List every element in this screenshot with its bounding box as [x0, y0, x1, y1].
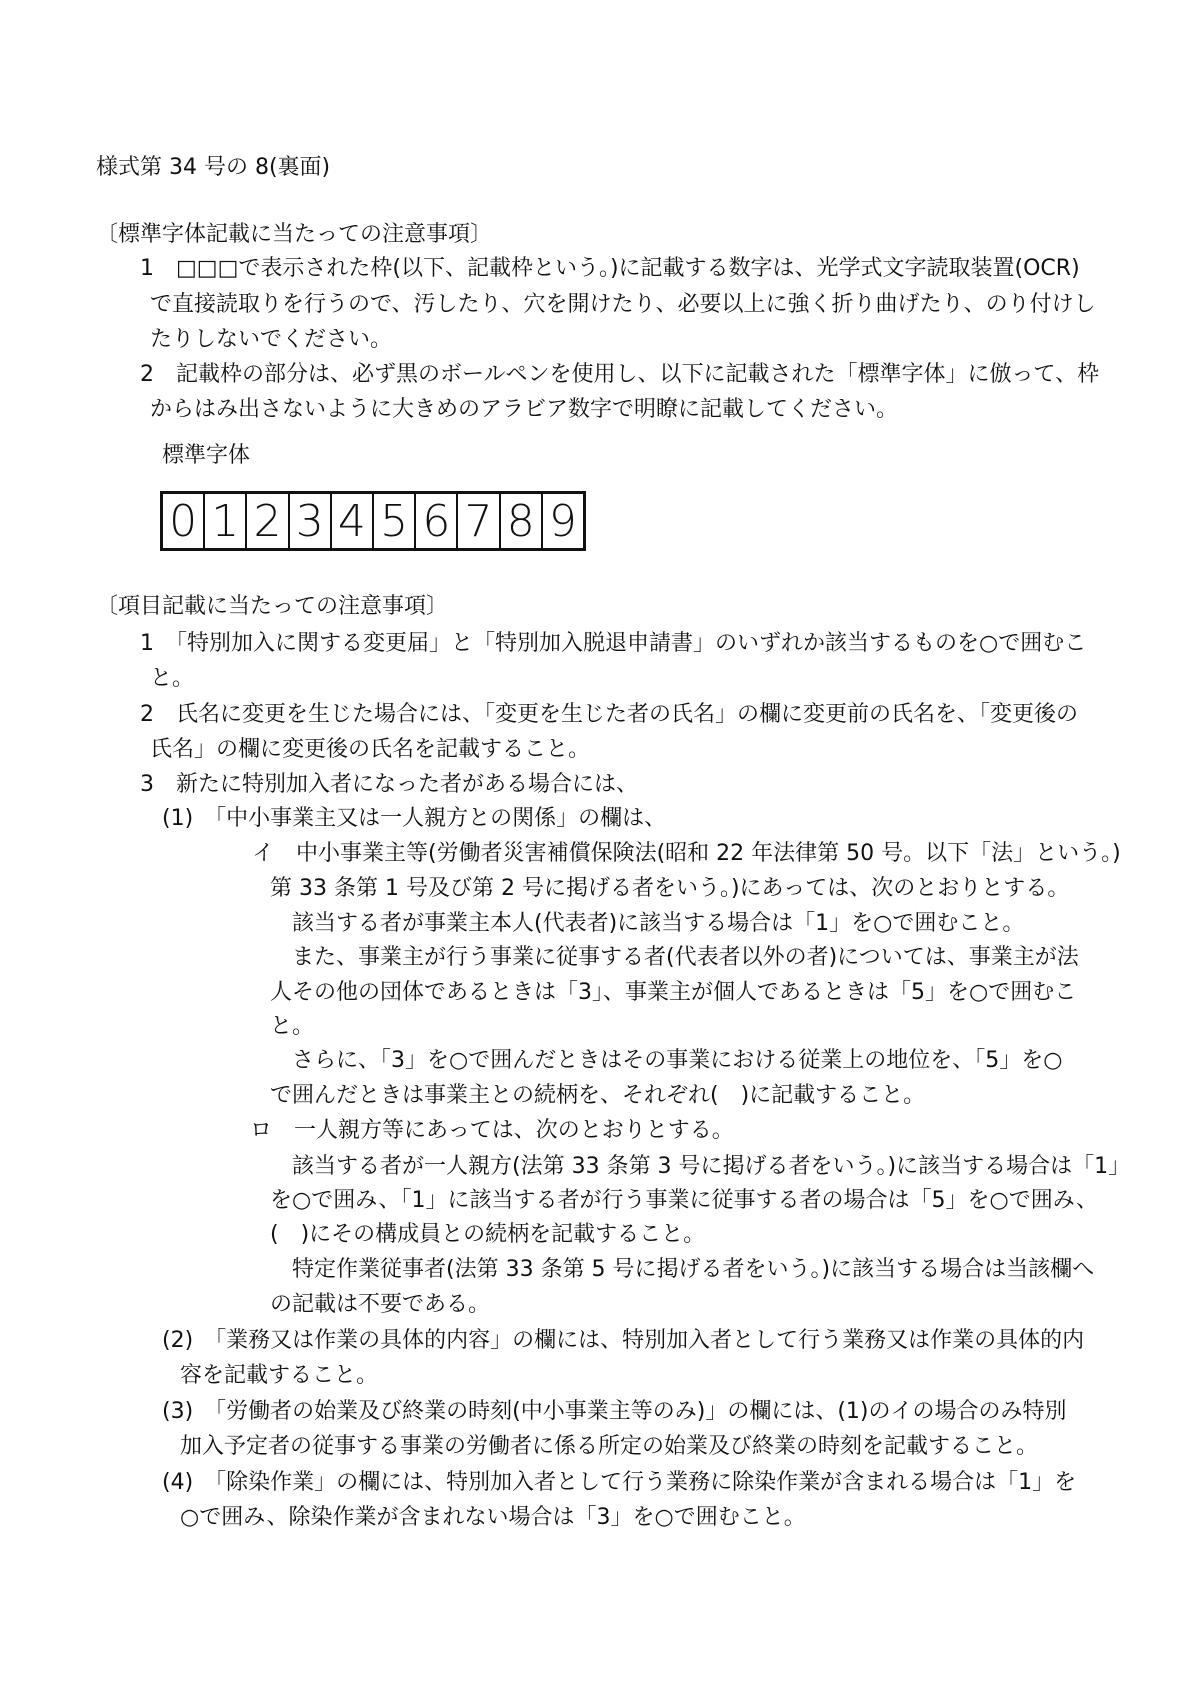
- item-note-line: で囲んだときは事業主との続柄を、それぞれ( )に記載すること。: [270, 1083, 926, 1108]
- item-note-line: ロ 一人親方等にあっては、次のとおりとする。: [250, 1118, 734, 1143]
- item-note-line: (2) 「業務又は作業の具体的内容」の欄には、特別加入者として行う業務又は作業の具体的内: [162, 1328, 1085, 1353]
- item-note-line: 第 33 条第 1 号及び第 2 号に掲げる者をいう。)にあっては、次のとおりとする。: [270, 876, 1070, 901]
- note-2-line-1: 2 記載枠の部分は、必ず黒のボールペンを使用し、以下に記載された「標準字体」に倣って、枠: [140, 362, 1100, 387]
- item-note-line: 加入予定者の従事する事業の労働者に係る所定の始業及び終業の時刻を記載すること。: [180, 1434, 1039, 1459]
- item-note-line: 該当する者が事業主本人(代表者)に該当する場合は「1」を○で囲むこと。: [292, 911, 1025, 936]
- note-1-line-2: で直接読取りを行うので、汚したり、穴を開けたり、必要以上に強く折り曲げたり、のり付けし: [150, 292, 1096, 317]
- item-note-line: を○で囲み、「1」に該当する者が行う事業に従事する者の場合は「5」を○で囲み、: [270, 1188, 1099, 1213]
- digit-1: 1: [205, 494, 247, 548]
- section-heading-item-notes: 〔項目記載に当たっての注意事項〕: [96, 594, 449, 619]
- item-note-line: (4) 「除染作業」の欄には、特別加入者として行う業務に除染作業が含まれる場合は「1」を: [162, 1470, 1077, 1495]
- digit-7: 7: [458, 494, 500, 548]
- digit-3: 3: [290, 494, 332, 548]
- item-note-line: 1 「特別加入に関する変更届」と「特別加入脱退申請書」のいずれか該当するものを○で囲むこ: [140, 631, 1087, 656]
- item-note-line: また、事業主が行う事業に従事する者(代表者以外の者)については、事業主が法: [292, 945, 1079, 970]
- standard-font-label: 標準字体: [162, 443, 251, 468]
- item-note-line: (3) 「労働者の始業及び終業の時刻(中小事業主等のみ)」の欄には、(1)のイの場合のみ特別: [162, 1399, 1067, 1424]
- item-note-line: 特定作業従事者(法第 33 条第 5 号に掲げる者をいう。)に該当する場合は当該欄へ: [292, 1257, 1095, 1282]
- section-heading-standard-font: 〔標準字体記載に当たっての注意事項〕: [96, 222, 493, 247]
- digit-6: 6: [416, 494, 458, 548]
- item-note-line: イ 中小事業主等(労働者災害補償保険法(昭和 22 年法律第 50 号。以下「法」という。): [252, 841, 1121, 866]
- digit-0: 0: [163, 494, 205, 548]
- item-note-line: 2 氏名に変更を生じた場合には、「変更を生じた者の氏名」の欄に変更前の氏名を、「変更後の: [140, 702, 1079, 727]
- digit-5: 5: [374, 494, 416, 548]
- note-1-line-1: 1 □□□で表示された枠(以下、記載枠という。)に記載する数字は、光学式文字読取装置(OCR): [140, 256, 1080, 281]
- item-note-line: 該当する者が一人親方(法第 33 条第 3 号に掲げる者をいう。)に該当する場合は「1」: [292, 1154, 1131, 1179]
- digit-2: 2: [247, 494, 289, 548]
- item-note-line: の記載は不要である。: [270, 1292, 491, 1317]
- note-1-line-3: たりしないでください。: [150, 327, 393, 352]
- item-note-line: 容を記載すること。: [180, 1363, 379, 1388]
- item-note-line: ○で囲み、除染作業が含まれない場合は「3」を○で囲むこと。: [180, 1505, 806, 1530]
- item-note-line: 氏名」の欄に変更後の氏名を記載すること。: [150, 737, 591, 762]
- item-note-line: と。: [150, 666, 195, 691]
- item-note-line: さらに、「3」を○で囲んだときはその事業における従業上の地位を、「5」を○: [292, 1048, 1063, 1073]
- standard-digit-sample: [160, 491, 586, 551]
- digit-4: 4: [332, 494, 374, 548]
- form-title: 様式第 34 号の 8(裏面): [96, 155, 331, 180]
- digit-9: 9: [548, 495, 577, 547]
- note-2-line-2: からはみ出さないように大きめのアラビア数字で明瞭に記載してください。: [150, 397, 899, 422]
- digit-8: 8: [501, 494, 543, 548]
- item-note-line: と。: [270, 1014, 315, 1039]
- item-note-line: 人その他の団体であるときは「3」、事業主が個人であるときは「5」を○で囲むこ: [270, 980, 1077, 1005]
- item-note-line: 3 新たに特別加入者になった者がある場合には、: [140, 772, 638, 797]
- item-note-line: ( )にその構成員との続柄を記載すること。: [270, 1222, 706, 1247]
- item-note-line: (1) 「中小事業主又は一人親方との関係」の欄は、: [162, 806, 667, 831]
